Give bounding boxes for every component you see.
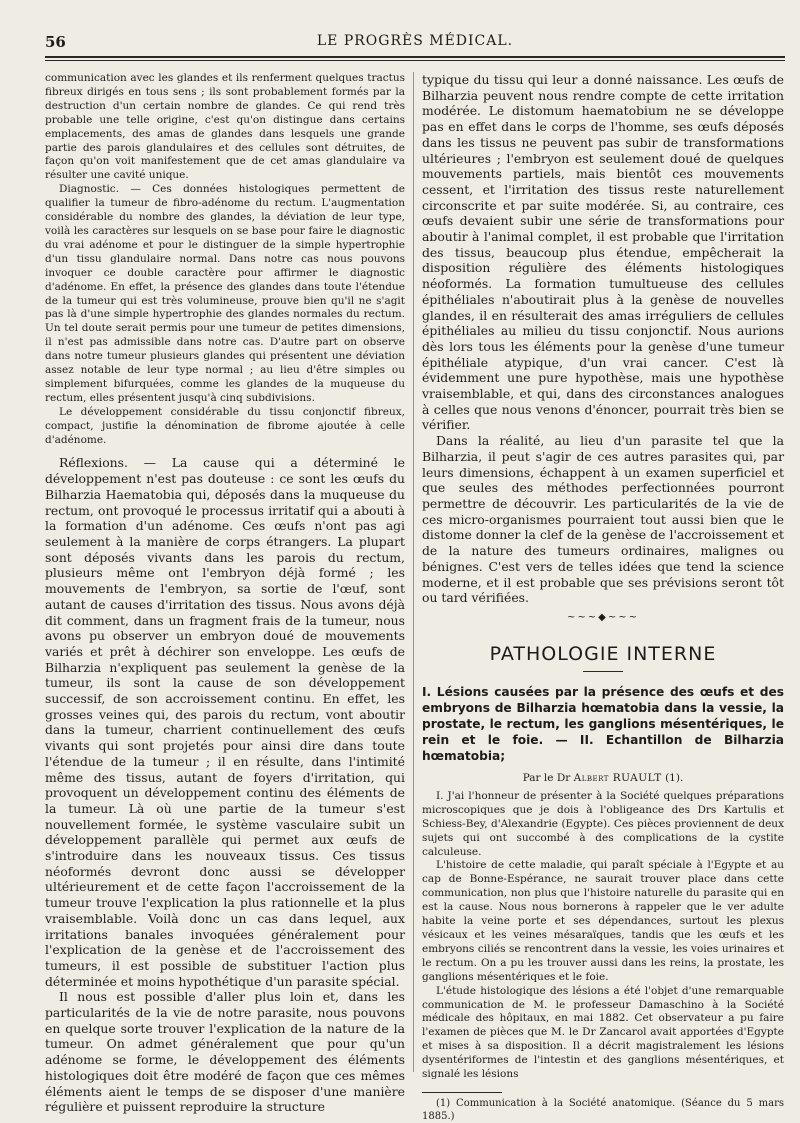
small-text-block (45, 72, 405, 447)
footnote: (1) Communication à la Société anatomique. (Séance du 5 mars 1885.) (422, 1097, 784, 1122)
byline-prefix: Par le Dr (522, 771, 571, 784)
header-rule-thin (45, 60, 785, 61)
footnote-rule (422, 1092, 502, 1093)
header-rule (45, 56, 785, 58)
paragraph: L'étude histologique des lésions a été l'objet d'une remarquable communication de M. le professeur Damaschino à la Société médicale des hôpitaux, en mai 1882. Cet observateur a pu faire l'examen de pièces que M. le Dr Zancarol avait apportées d'Egypte et mises à sa disposition. Il a décrit magistralement les lésions dysentériformes de l'intestin et des ganglions mésentériques, et signalé les lésions (422, 984, 784, 1081)
paragraph: Dans la réalité, au lieu d'un parasite tel que la Bilharzia, il peut s'agir de ces autres parasites qui, par leurs dimensions, échappent à un examen superficiel et que seules des méthodes perfectionnées pourront permettre de découvrir. Les particularités de la vie de ces micro-organismes pourraient tout aussi bien que le distome donner la clef de la genèse de l'accroissement et de la nature des tumeurs ordinaires, malignes ou bénignes. C'est vers de telles idées que tend la science moderne, et il est probable que ses prévisions seront tôt ou tard vérifiées. (422, 433, 784, 606)
left-column (45, 72, 405, 1115)
large-text-block (422, 72, 784, 606)
paragraph: I. J'ai l'honneur de présenter à la Société quelques préparations microscopiques que je dois à l'obligeance des Drs Kartulis et Schiess-Bey, d'Alexandrie (Egypte). Ces pièces proviennent de deux sujets qui ont succombé à des complications de la cystite calculeuse. (422, 789, 784, 858)
paragraph: typique du tissu qui leur a donné naissance. Les œufs de Bilharzia peuvent nous rendre compte de cette irritation modérée. Le distomum haematobium ne se développe pas en effet dans le corps de l'homme, ses œufs déposés dans les tissus ne peuvent pas subir de transformations ultérieures ; l'embryon est seulement doué de quelques mouvements partiels, mais bientôt ces mouvements cessent, et l'irritation des tissus reste naturellement circonscrite et par suite modérée. Si, au contraire, ces œufs devaient subir une série de transformations pour aboutir à l'animal complet, il est probable que l'irritation des tissus, beaucoup plus étendue, empêcherait la disposition régulière des éléments histologiques néoformés. La formation tumultueuse des cellules épithéliales n'aboutirait plus à la genèse de nouvelles glandes, il en résulterait des amas irréguliers de cellules épithéliales au milieu du tissu conjonctif. Nous aurions dès lors tous les éléments pour la genèse d'une tumeur épithéliale atypique, d'un vrai cancer. C'est là évidemment une pure hypothèse, mais une hypothèse vraisemblable, et qui, dans des circonstances analogues à celles que nous venons d'énoncer, pourrait très bien se vérifier. (422, 72, 784, 433)
section-ornament: ~~~◆~~~ (567, 611, 639, 623)
paragraph-reflexions: Réflexions. — La cause qui a déterminé le développement n'est pas douteuse : ce sont les œufs du Bilharzia Haematobia qui, déposés dans la muqueuse du rectum, ont provoqué le processus irritatif qui a abouti à la formation d'un adénome. Ces œufs n'ont pas agi seulement à la manière de corps étrangers. La plupart sont déposés vivants dans les parois du rectum, plusieurs même ont l'embryon déjà formé ; les mouvements de l'embryon, sa sortie de l'œuf, sont autant de causes d'irritation des tissus. Nous avons déjà dit comment, dans un fragment frais de la tumeur, nous avons pu observer un embryon doué de mouvements variés et prêt à déchirer son enveloppe. Les œufs de Bilharzia n'expliquent pas seulement la genèse de la tumeur, ils sont la cause de son développement successif, de son accroissement continu. En effet, les grosses veines qui, des parois du rectum, vont aboutir dans la tumeur, charrient continuellement des œufs vivants qui sont projetés pour ainsi dire dans toute l'étendue de la tumeur ; il en résulte, dans l'intimité même des tissus, autant de foyers d'irritation, qui provoquent un développement continu des éléments de la tumeur. Là où une partie de la tumeur s'est nouvellement formée, le système vasculaire subit un développement parallèle qui permet aux œufs de s'introduire dans les nouveaux tissus. Ces tissus néoformés devront donc aussi se développer ultérieurement et de cette façon l'accroissement de la tumeur trouve l'explication la plus rationnelle et la plus vraisemblable. Voilà donc un cas dans lequel, aux irritations banales invoquées généralement pour l'explication de la genèse et de l'accroissement des tumeurs, il est possible de substituer l'action plus déterminée et moins hypothétique d'un parasite spécial. (45, 455, 405, 989)
paragraph: communication avec les glandes et ils renferment quelques tractus fibreux dirigés en tous sens ; ils sont probablement formés par la destruction d'un certain nombre de glandes. Ce qui rend très probable une telle origine, c'est qu'on distingue dans certains emplacements, des amas de glandes dans lesquels une grande partie des parois glandulaires et des cellules sont détruites, de façon qu'on voit manifestement que de cet amas glandulaire va résulter une cavité unique. (45, 72, 405, 182)
footnote-marker: (1). (665, 771, 684, 784)
title-rule (583, 671, 623, 672)
right-column (422, 72, 784, 1123)
column-separator (413, 72, 414, 1072)
small-text-block (422, 790, 784, 1082)
paragraph: L'histoire de cette maladie, qui paraît spéciale à l'Egypte et au cap de Bonne-Espérance, ne saurait trouver place dans cette communication, non plus que l'histoire naturelle du parasite qui en est la cause. Nous nous bornerons à rappeler que le ver adulte habite la veine porte et ses dépendances, surtout les plexus vésicaux et les veines mésaraïques, tandis que les œufs et les embryons ciliés se rencontrent dans la vessie, les voies urinaires et le rectum. On a pu les trouver aussi dans les reins, la prostate, les ganglions mésentériques et le foie. (422, 859, 784, 983)
paragraph: Le développement considérable du tissu conjonctif fibreux, compact, justifie la dénomination de fibrome ajoutée à celle d'adénome. (45, 405, 405, 446)
author-name: Albert RUAULT (573, 771, 662, 784)
paragraph: Il nous est possible d'aller plus loin et, dans les particularités de la vie de notre parasite, nous pouvons en quelque sorte trouver l'explication de la nature de la tumeur. On admet généralement que pour qu'un adénome se forme, le développement des éléments histologiques doit être modéré de façon que ces mêmes éléments aient le temps de se disposer d'une manière régulière et puissent reproduire la structure (45, 989, 405, 1115)
paragraph-diagnostic: Diagnostic. — Ces données histologiques permettent de qualifier la tumeur de fibro-adénome du rectum. L'augmentation considérable du nombre des glandes, la déviation de leur type, voilà les caractères sur lesquels on se base pour faire le diagnostic du vrai adénome et pour le distinguer de la simple hypertrophie d'un tissu glandulaire normal. Dans notre cas nous pouvons invoquer ce double caractère pour affirmer le diagnostic d'adénome. En effet, la présence des glandes dans toute l'étendue de la tumeur qui est très volumineuse, prouve bien qu'il ne s'agit pas là d'une simple hypertrophie des glandes normales du rectum. Un tel doute serait permis pour une tumeur de petites dimensions, il n'est pas admissible dans notre cas. D'autre part on observe dans notre tumeur plusieurs glandes qui présentent une déviation assez notable de leur type normal ; au lieu d'être simples ou simplement bifurquées, comme les glandes de la muqueuse du rectum, elles présentent jusqu'à cinq subdivisions. (45, 183, 405, 404)
journal-title: LE PROGRÈS MÉDICAL. (316, 33, 514, 49)
section-title: PATHOLOGIE INTERNE (489, 642, 717, 665)
large-text-block (45, 455, 405, 1115)
byline (422, 772, 784, 784)
page-header (45, 31, 785, 53)
article-title: I. Lésions causées par la présence des œufs et des embryons de Bilharzia hœmatobia dans la vessie, la prostate, le rectum, les ganglions mésentériques, le rein et le foie. — II. Echantillon de Bilharzia hœmatobia; (422, 684, 784, 763)
page-number: 56 (45, 33, 66, 51)
